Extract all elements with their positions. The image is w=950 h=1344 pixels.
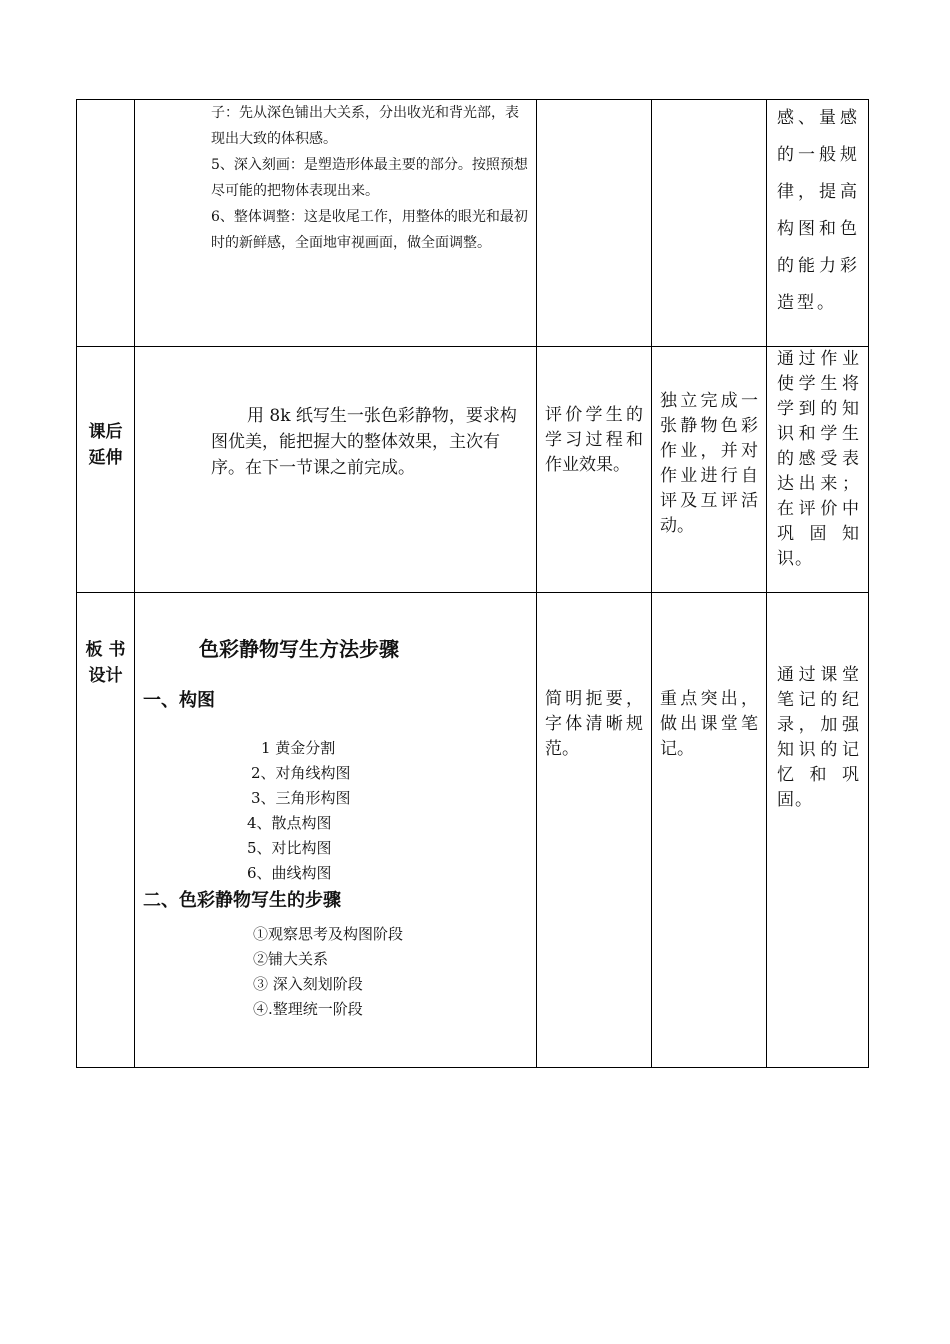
homework-cell xyxy=(135,347,537,593)
list-item: ③ 深入刻划阶段 xyxy=(253,975,363,993)
step-text-6: 6、整体调整：这是收尾工作，用整体的眼光和最初时的新鲜感，全面地审视画面，做全面调整。 xyxy=(211,209,528,251)
teacher-text: 简明扼要，字体清晰规范。 xyxy=(545,689,643,759)
label-cell xyxy=(77,347,135,593)
table-row xyxy=(77,593,869,1068)
row-label-line2: 设计 xyxy=(88,666,123,686)
table-row xyxy=(77,347,869,593)
purpose-text: 通过作业使学生将学到的知识和学生的感受表达出来；在评价中巩固知识。 xyxy=(777,349,860,569)
student-cell xyxy=(652,593,767,1068)
purpose-text: 感、量感的一般规律，提高构图和色的能力彩造型。 xyxy=(777,108,860,313)
label-cell-empty xyxy=(77,100,135,347)
student-text: 独立完成一张静物色彩作业，并对作业进行自评及互评活动。 xyxy=(660,391,758,536)
student-text: 重点突出，做出课堂笔记。 xyxy=(660,689,758,759)
teacher-cell-empty xyxy=(537,100,652,347)
purpose-cell xyxy=(767,100,869,347)
row-label-line1: 板 书 xyxy=(85,640,126,660)
step-text-4: 子：先从深色铺出大关系，分出收光和背光部，表现出大致的体积感。 xyxy=(211,105,519,147)
steps-cell xyxy=(135,100,537,347)
teacher-cell xyxy=(537,347,652,593)
purpose-cell xyxy=(767,593,869,1068)
list-item: 3、三角形构图 xyxy=(251,789,351,807)
purpose-text: 通过课堂笔记的纪录，加强知识的记忆和巩固。 xyxy=(777,665,860,810)
board-design-cell xyxy=(135,593,537,1068)
list-item: ④.整理统一阶段 xyxy=(253,1000,363,1018)
purpose-cell xyxy=(767,347,869,593)
list-item: 5、对比构图 xyxy=(247,839,332,857)
list-item: ②铺大关系 xyxy=(253,950,329,968)
student-cell-empty xyxy=(652,100,767,347)
list-item: 1 黄金分割 xyxy=(261,739,336,757)
row-label-line2: 延伸 xyxy=(88,448,123,468)
list-item: ①观察思考及构图阶段 xyxy=(253,925,404,943)
board-section-steps: 二、色彩静物写生的步骤 xyxy=(143,890,341,911)
list-item: 6、曲线构图 xyxy=(247,864,332,882)
student-cell xyxy=(652,347,767,593)
homework-text: 用 8k 纸写生一张色彩静物，要求构图优美，能把握大的整体效果，主次有序。在下一节课之前完成。 xyxy=(211,406,517,478)
list-item: 2、对角线构图 xyxy=(251,764,351,782)
teacher-cell xyxy=(537,593,652,1068)
label-cell xyxy=(77,593,135,1068)
teacher-text: 评价学生的学习过程和作业效果。 xyxy=(545,405,643,475)
board-section-composition: 一、构图 xyxy=(143,690,215,711)
board-title: 色彩静物写生方法步骤 xyxy=(199,637,399,661)
row-label-line1: 课后 xyxy=(88,422,123,442)
lesson-plan-table xyxy=(76,99,869,1068)
list-item: 4、散点构图 xyxy=(247,814,332,832)
step-text-5: 5、深入刻画：是塑造形体最主要的部分。按照预想尽可能的把物体表现出来。 xyxy=(211,157,528,199)
table-row xyxy=(77,100,869,347)
